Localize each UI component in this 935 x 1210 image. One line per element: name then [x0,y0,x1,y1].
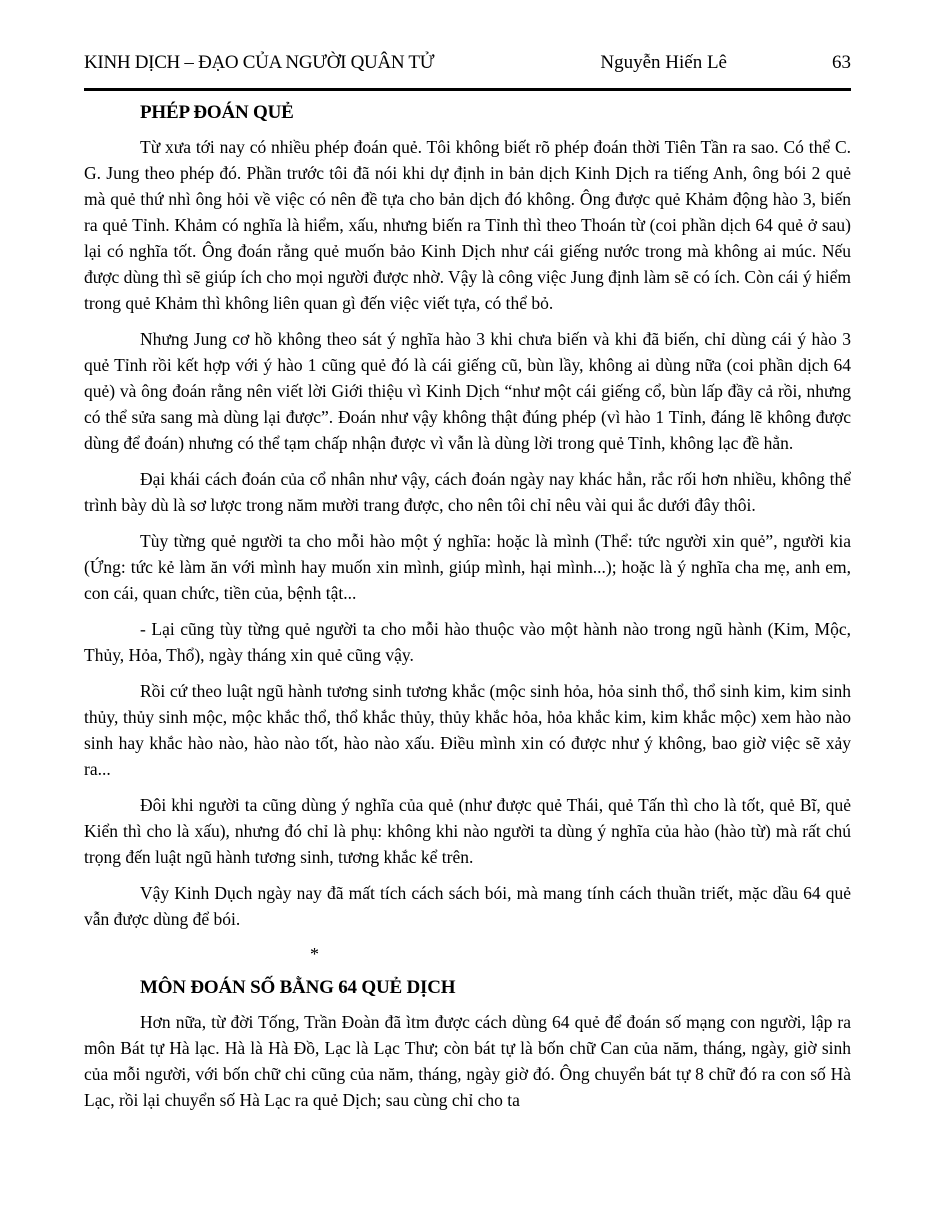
paragraph-6: Rồi cứ theo luật ngũ hành tương sinh tương khắc (mộc sinh hỏa, hỏa sinh thổ, thổ sinh kim, kim sinh thủy, thủy sinh mộc, mộc khắc thổ, thổ khắc thủy, thủy khắc hỏa, hỏa khắc kim, kim khắc mộc) xem hào nào sinh hay khắc hào nào, hào nào tốt, hào nào xấu. Điều mình xin có được như ý không, bao giờ việc sẽ xảy ra... [84,681,851,779]
page-number: 63 [832,52,851,73]
paragraph-9: Hơn nữa, từ đời Tống, Trần Đoàn đã ìtm được cách dùng 64 quẻ để đoán số mạng con người, lập ra môn Bát tự Hà lạc. Hà là Hà Đồ, Lạc là Lạc Thư; còn bát tự là bốn chữ Can của năm, tháng, ngày, giờ sinh của mỗi người, với bốn chữ chi cũng của năm, tháng, ngày giờ đó. Ông chuyển bát tự 8 chữ đó ra con số Hà Lạc, rồi lại chuyển số Hà Lạc ra quẻ Dịch; sau cùng chỉ cho ta [84,1012,851,1110]
page-header [84,52,851,74]
paragraph-3: Đại khái cách đoán của cổ nhân như vậy, cách đoán ngày nay khác hẳn, rắc rối hơn nhiều, không thể trình bày dù là sơ lược trong năm mười trang được, cho nên tôi chỉ nêu vài qui ắc dưới đây thôi. [84,469,851,515]
paragraph-2: Nhưng Jung cơ hồ không theo sát ý nghĩa hào 3 khi chưa biến và khi đã biến, chỉ dùng cái ý hào 3 quẻ Tỉnh rồi kết hợp với ý hào 1 cũng quẻ đó là cái giếng cũ, bùn lầy, không ai dùng nữa (coi phần dịch 64 quẻ) và ông đoán rằng nên viết lời Giới thiệu vì Kinh Dịch “như một cái giếng cổ, bùn lấp đầy cả rồi, nhưng có thể sửa sang mà dùng lại được”. Đoán như vậy không thật đúng phép (vì hào 1 Tỉnh, đáng lẽ không được dùng để đoán) nhưng có thể tạm chấp nhận được vì vẫn là dùng lời trong quẻ Tỉnh, không lạc đề hẳn. [84,329,851,453]
paragraph-7: Đôi khi người ta cũng dùng ý nghĩa của quẻ (như được quẻ Thái, quẻ Tấn thì cho là tốt, quẻ Bĩ, quẻ Kiển thì cho là xấu), nhưng đó chỉ là phụ: không khi nào người ta dùng ý nghĩa của hào (hào từ) mà rất chú trọng đến luật ngũ hành tương sinh, tương khắc kể trên. [84,795,851,867]
section-heading-mon-doan-so: MÔN ĐOÁN SỐ BẰNG 64 QUẺ DỊCH [140,977,456,998]
header-right [600,52,851,74]
paragraph-4: Tùy từng quẻ người ta cho mỗi hào một ý nghĩa: hoặc là mình (Thể: tức người xin quẻ”, người kia (Ứng: tức kẻ làm ăn với mình hay muốn xin mình, giúp mình, hại mình...); hoặc là ý nghĩa cha mẹ, anh em, con cái, quan chức, tiền của, bệnh tật... [84,531,851,603]
section-separator-star: * [310,944,319,964]
running-title: KINH DỊCH – ĐẠO CỦA NGƯỜI QUÂN TỬ [84,52,435,73]
paragraph-8: Vậy Kinh Dụch ngày nay đã mất tích cách sách bói, mà mang tính cách thuần triết, mặc dầu 64 quẻ vẫn được dùng để bói. [84,883,851,929]
paragraph-5: - Lại cũng tùy từng quẻ người ta cho mỗi hào thuộc vào một hành nào trong ngũ hành (Kim, Mộc, Thủy, Hỏa, Thổ), ngày tháng xin quẻ cũng vậy. [84,619,851,665]
author-name: Nguyễn Hiến Lê [600,52,727,73]
header-divider [84,88,851,91]
section-heading-phep-doan-que: PHÉP ĐOÁN QUẺ [140,102,294,123]
paragraph-1: Từ xưa tới nay có nhiều phép đoán quẻ. Tôi không biết rõ phép đoán thời Tiên Tần ra sao. Có thể C. G. Jung theo phép đó. Phần trước tôi đã nói khi dự định in bản dịch Kinh Dịch ra tiếng Anh, ông bói 2 quẻ mà quẻ thứ nhì ông hỏi về việc có nên đề tựa cho bản dịch đó không. Ông được quẻ Khảm động hào 3, biến ra quẻ Tỉnh. Khảm có nghĩa là hiểm, xấu, nhưng biến ra Tỉnh thì theo Thoán từ (coi phần dịch 64 quẻ ở sau) lại có nghĩa tốt. Ông đoán rằng quẻ muốn bảo Kinh Dịch như cái giếng nước trong mà không ai múc. Nếu được dùng thì sẽ giúp ích cho mọi người được nhờ. Vậy là công việc Jung định làm sẽ có ích. Còn cái ý hiểm trong quẻ Khảm thì không liên quan gì đến việc viết tựa, có thể bỏ. [84,137,851,313]
